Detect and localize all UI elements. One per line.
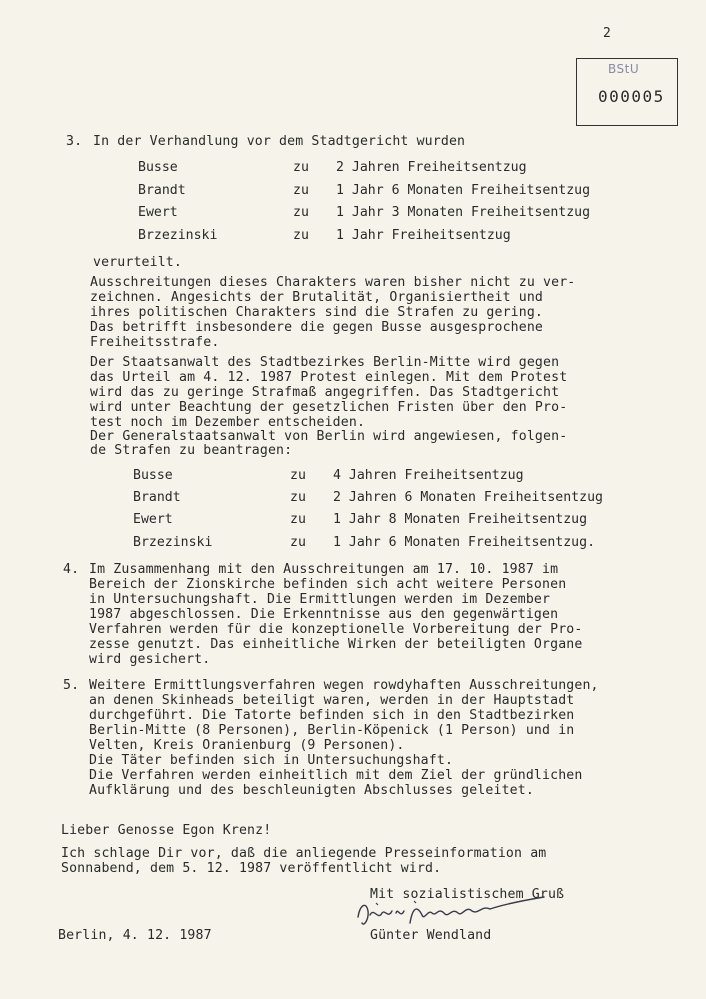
para1-line: Das betrifft insbesondere die gegen Busse ausgesprochene bbox=[90, 320, 544, 335]
section-5-line: Aufklärung und des beschleunigten Abschlusses geleitet. bbox=[89, 783, 534, 798]
para1-line: Freiheitsstrafe. bbox=[90, 335, 220, 350]
defendant-name: Brzezinski bbox=[138, 228, 218, 243]
section-5-line: Die Täter befinden sich in Untersuchungshaft. bbox=[89, 753, 454, 768]
defendant-name: Brandt bbox=[133, 490, 181, 505]
zu-label: zu bbox=[293, 228, 309, 243]
section-4-line: 1987 abgeschlossen. Die Erkenntnisse aus den gegenwärtigen bbox=[89, 607, 559, 622]
defendant-name: Ewert bbox=[138, 205, 178, 220]
handwritten-signature bbox=[352, 893, 552, 933]
defendant-name: Ewert bbox=[133, 512, 173, 527]
closing-line: Ich schlage Dir vor, daß die anliegende Presseinformation am bbox=[61, 846, 547, 861]
para2-line: wird unter Beachtung der gesetzlichen Fristen über den Pro- bbox=[90, 400, 568, 415]
section-4-line: Bereich der Zionskirche befinden sich acht weitere Personen bbox=[89, 577, 567, 592]
zu-label: zu bbox=[290, 535, 306, 550]
defendant-name: Busse bbox=[138, 160, 178, 175]
zu-label: zu bbox=[290, 512, 306, 527]
zu-label: zu bbox=[293, 160, 309, 175]
archive-stamp-org: BStU bbox=[608, 62, 640, 76]
para2-line: test noch im Dezember entscheiden. bbox=[90, 415, 366, 430]
para2-line: Der Generalstaatsanwalt von Berlin wird angewiesen, folgen- bbox=[90, 429, 568, 444]
section-4-line: wird gesichert. bbox=[89, 652, 211, 667]
section-3-number: 3. bbox=[66, 134, 83, 149]
section-4-number: 4. bbox=[63, 562, 80, 577]
section-4-line: Im Zusammenhang mit den Ausschreitungen am 17. 10. 1987 im bbox=[89, 562, 559, 577]
section-4-line: in Untersuchungshaft. Die Ermittlungen werden im Dezember bbox=[89, 592, 551, 607]
salutation: Lieber Genosse Egon Krenz! bbox=[61, 823, 272, 838]
defendant-name: Busse bbox=[133, 468, 173, 483]
archive-stamp-number: 000005 bbox=[598, 87, 665, 106]
section-4-line: zesse genutzt. Das einheitliche Wirken der beteiligten Organe bbox=[89, 637, 583, 652]
signer-name: Günter Wendland bbox=[370, 928, 492, 943]
penalty: 1 Jahr 6 Monaten Freiheitsentzug bbox=[336, 183, 591, 198]
para1-line: zeichnen. Angesichts der Brutalität, Organisiertheit und bbox=[90, 290, 544, 305]
penalty: 1 Jahr 6 Monaten Freiheitsentzug. bbox=[333, 535, 596, 550]
greeting: Mit sozialistischem Gruß bbox=[370, 887, 565, 902]
section-5-line: Weitere Ermittlungsverfahren wegen rowdyhaften Ausschreitungen, bbox=[89, 678, 599, 693]
place-date: Berlin, 4. 12. 1987 bbox=[58, 928, 212, 943]
section-3-intro: In der Verhandlung vor dem Stadtgericht wurden bbox=[93, 134, 466, 149]
verurteilt: verurteilt. bbox=[93, 255, 182, 270]
section-5-line: Die Verfahren werden einheitlich mit dem Ziel der gründlichen bbox=[89, 768, 583, 783]
penalty: 1 Jahr 3 Monaten Freiheitsentzug bbox=[336, 205, 591, 220]
section-5-number: 5. bbox=[63, 678, 80, 693]
para2-line: Der Staatsanwalt des Stadtbezirkes Berlin-Mitte wird gegen bbox=[90, 355, 560, 370]
para2-line: wird das zu geringe Strafmaß angegriffen. Das Stadtgericht bbox=[90, 385, 560, 400]
zu-label: zu bbox=[293, 183, 309, 198]
penalty: 1 Jahr 8 Monaten Freiheitsentzug bbox=[333, 512, 588, 527]
para2-line: de Strafen zu beantragen: bbox=[90, 443, 293, 458]
defendant-name: Brzezinski bbox=[133, 535, 213, 550]
closing-line: Sonnabend, dem 5. 12. 1987 veröffentlicht wird. bbox=[61, 861, 442, 876]
para2-line: das Urteil am 4. 12. 1987 Protest einlegen. Mit dem Protest bbox=[90, 370, 568, 385]
penalty: 1 Jahr Freiheitsentzug bbox=[336, 228, 511, 243]
penalty: 2 Jahren Freiheitsentzug bbox=[336, 160, 527, 175]
section-5-line: Velten, Kreis Oranienburg (9 Personen). bbox=[89, 738, 405, 753]
para1-line: Ausschreitungen dieses Charakters waren bisher nicht zu ver- bbox=[90, 275, 576, 290]
section-4-line: Verfahren werden für die konzeptionelle Vorbereitung der Pro- bbox=[89, 622, 583, 637]
penalty: 2 Jahren 6 Monaten Freiheitsentzug bbox=[333, 490, 603, 505]
section-5-line: durchgeführt. Die Tatorte befinden sich in den Stadtbezirken bbox=[89, 708, 575, 723]
zu-label: zu bbox=[290, 468, 306, 483]
zu-label: zu bbox=[290, 490, 306, 505]
defendant-name: Brandt bbox=[138, 183, 186, 198]
penalty: 4 Jahren Freiheitsentzug bbox=[333, 468, 524, 483]
section-5-line: Berlin-Mitte (8 Personen), Berlin-Köpenick (1 Person) und in bbox=[89, 723, 575, 738]
section-5-line: an denen Skinheads beteiligt waren, werden in der Hauptstadt bbox=[89, 693, 575, 708]
para1-line: ihres politischen Charakters sind die Strafen zu gering. bbox=[90, 305, 544, 320]
zu-label: zu bbox=[293, 205, 309, 220]
page-number: 2 bbox=[603, 26, 611, 41]
